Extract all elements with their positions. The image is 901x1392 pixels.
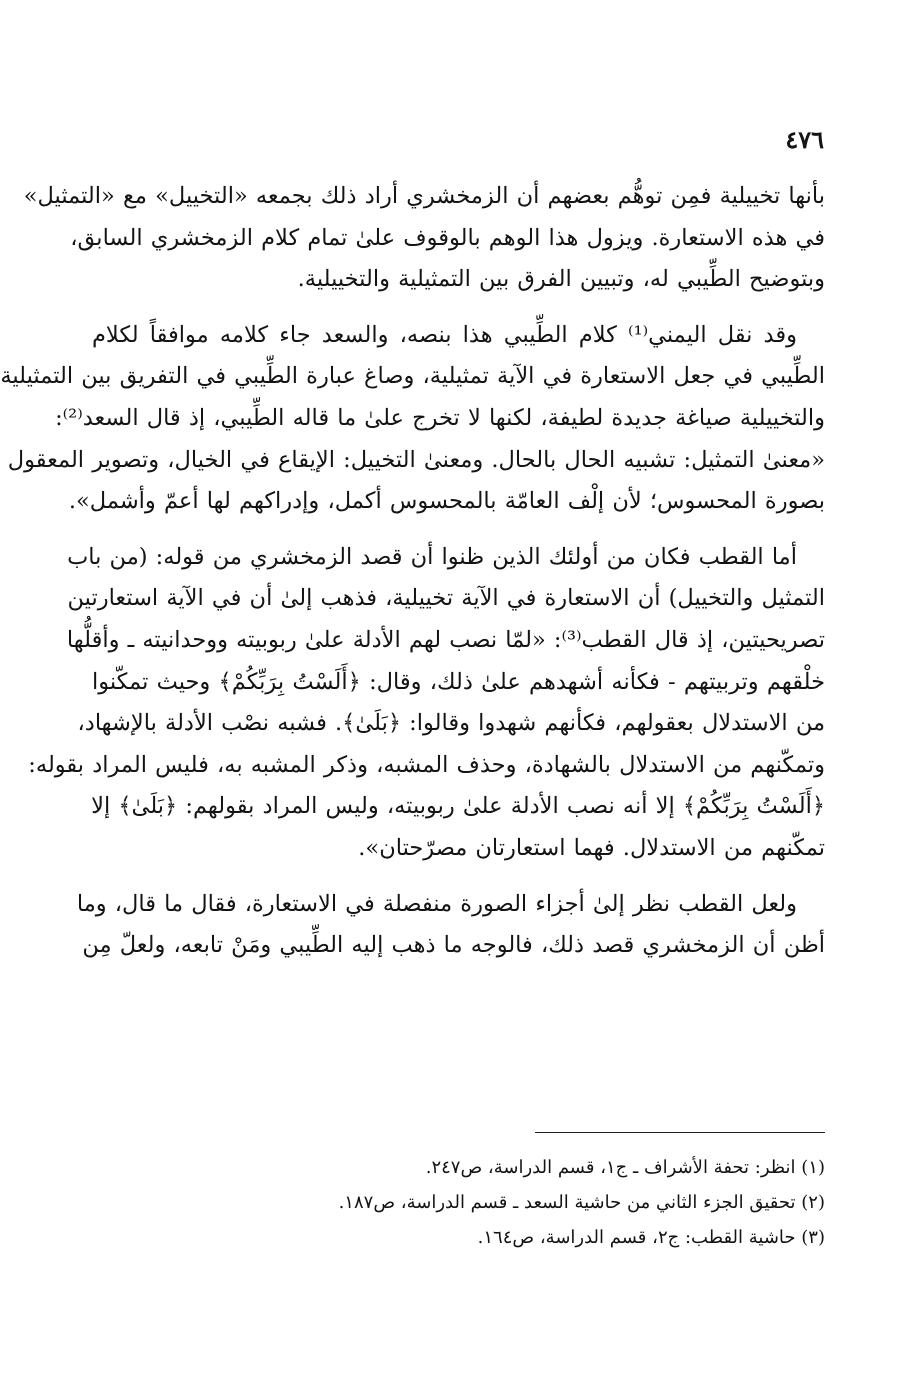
footnote-divider — [535, 1132, 825, 1133]
footnotes — [92, 1150, 825, 1255]
footnote-3: (٣) حاشية القطب: ج٢، قسم الدراسة، ص١٦٤. — [477, 1227, 825, 1248]
text-line: التمثيل والتخييل) أن الاستعارة في الآية تخييلية، فذهب إلىٰ أن في الآية استعارتين — [67, 585, 825, 612]
paragraph-3 — [28, 537, 825, 870]
text-line: الطِّيبي في جعل الاستعارة في الآية تمثيلية، وصاغ عبارة الطِّيبي في التفريق بين التمثيلية — [0, 363, 825, 390]
paragraph-4 — [76, 884, 825, 967]
text-line: والتخييلية صياغة جديدة لطيفة، لكنها لا تخرج علىٰ ما قاله الطِّيبي، إذ قال السعد⁽²⁾: — [55, 404, 825, 431]
text-line: ﴿أَلَسْتُ بِرَبِّكُمْ﴾ إلا أنه نصب الأدلة علىٰ ربوبيته، وليس المراد بقولهم: ﴿بَلَىٰ﴾ إلا — [91, 793, 825, 820]
text-line: وتمكّنهم من الاستدلال بالشهادة، وحذف المشبه، وذكر المشبه به، فليس المراد بقوله: — [28, 751, 825, 778]
paragraph-2 — [0, 315, 825, 523]
text-line: ولعل القطب نظر إلىٰ أجزاء الصورة منفصلة في الاستعارة، فقال ما قال، وما — [76, 890, 797, 917]
paragraph-1 — [23, 176, 825, 301]
text-line: تمكّنهم من الاستدلال. فهما استعارتان مصرّحتان». — [358, 834, 825, 861]
text-line: تصريحيتين، إذ قال القطب⁽³⁾: «لمّا نصب لهم الأدلة علىٰ ربوبيته ووحدانيته ـ وأقلُّها — [66, 626, 825, 653]
text-line: من الاستدلال بعقولهم، فكأنهم شهدوا وقالوا: ﴿بَلَىٰ﴾. فشبه نصْب الأدلة بالإشهاد، — [77, 710, 825, 737]
text-line: في هذه الاستعارة. ويزول هذا الوهم بالوقوف علىٰ تمام كلام الزمخشري السابق، — [70, 224, 825, 251]
main-text — [0, 176, 825, 981]
text-line: وقد نقل اليمني⁽¹⁾ كلام الطِّيبي هذا بنصه، والسعد جاء كلامه موافقاً لكلام — [92, 321, 797, 348]
footnote-1: (١) انظر: تحفة الأشراف ـ ج١، قسم الدراسة، ص٢٤٧. — [425, 1157, 825, 1178]
text-line: خلْقهم وتربيتهم - فكأنه أشهدهم علىٰ ذلك، وقال: ﴿أَلَسْتُ بِرَبِّكُمْ﴾ وحيث تمكّنوا — [92, 668, 825, 695]
text-line: بصورة المحسوس؛ لأن إلْف العامّة بالمحسوس أكمل، وإدراكهم لها أعمّ وأشمل». — [68, 488, 825, 515]
text-line: وبتوضيح الطِّيبي له، وتبيين الفرق بين التمثيلية والتخييلية. — [297, 266, 825, 293]
text-line: أما القطب فكان من أولئك الذين ظنوا أن قصد الزمخشري من قوله: (من باب — [67, 543, 797, 570]
text-line: بأنها تخييلية فمِن توهُّم بعضهم أن الزمخشري أراد ذلك بجمعه «التخييل» مع «التمثيل» — [23, 183, 825, 209]
page-number: ٤٧٦ — [785, 125, 824, 154]
text-line: أظن أن الزمخشري قصد ذلك، فالوجه ما ذهب إليه الطِّيبي ومَنْ تابعه، ولعلّ مِن — [82, 932, 825, 959]
footnote-2: (٢) تحقيق الجزء الثاني من حاشية السعد ـ قسم الدراسة، ص١٨٧. — [338, 1192, 825, 1213]
text-line: «معنىٰ التمثيل: تشبيه الحال بالحال. ومعنىٰ التخييل: الإيقاع في الخيال، وتصوير المعقول — [7, 446, 825, 473]
